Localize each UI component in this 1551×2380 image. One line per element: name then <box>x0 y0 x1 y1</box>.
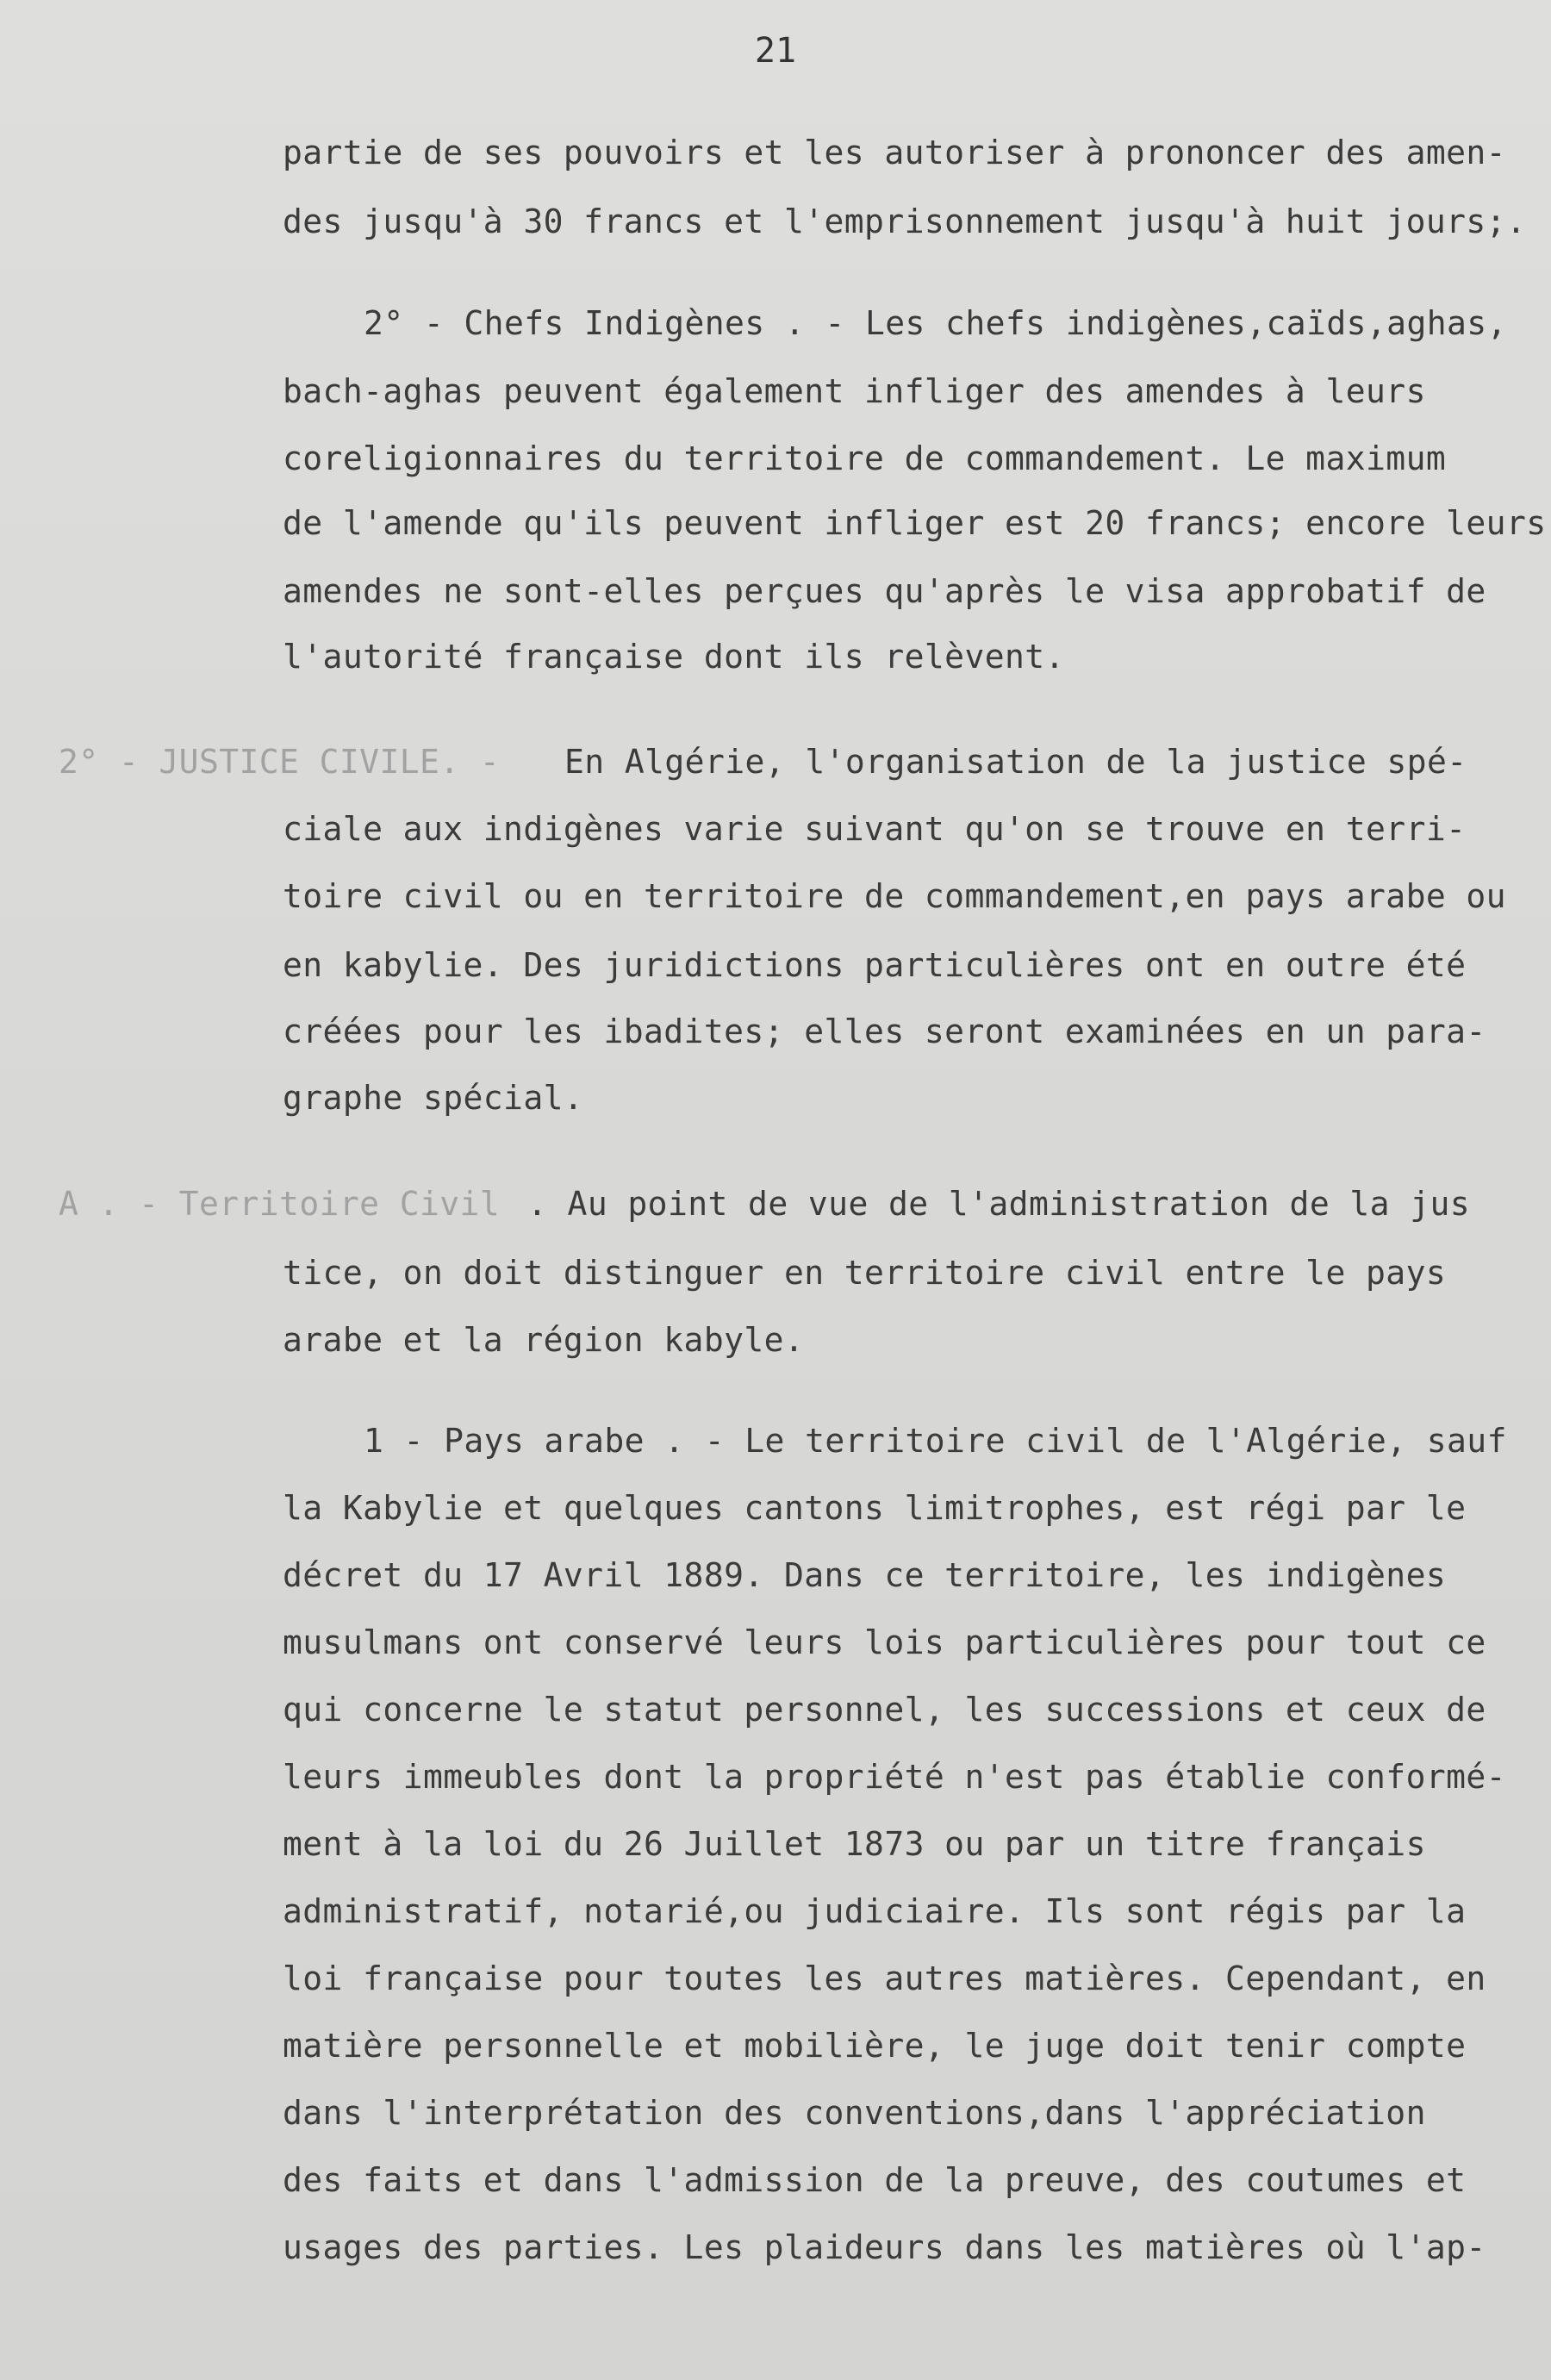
text-line: décret du 17 Avril 1889. Dans ce territoire, les indigènes <box>283 1556 1447 1594</box>
text-line: loi française pour toutes les autres matières. Cependant, en <box>283 1959 1486 1997</box>
text-line: ciale aux indigènes varie suivant qu'on se trouve en terri- <box>283 810 1467 848</box>
text-line: administratif, notarié,ou judiciaire. Ils sont régis par la <box>283 1892 1467 1930</box>
text-line: des jusqu'à 30 francs et l'emprisonnement jusqu'à huit jours;. <box>283 202 1527 240</box>
text-line: leurs immeubles dont la propriété n'est pas établie conformé- <box>283 1758 1506 1796</box>
text-line: la Kabylie et quelques cantons limitrophes, est régi par le <box>283 1489 1467 1527</box>
text-line: usages des parties. Les plaideurs dans les matières où l'ap- <box>283 2228 1486 2266</box>
text-line: musulmans ont conservé leurs lois particulières pour tout ce <box>283 1623 1486 1661</box>
text-line: ment à la loi du 26 Juillet 1873 ou par un titre français <box>283 1825 1426 1863</box>
text-line: 2° - Chefs Indigènes . - Les chefs indigènes,caïds,aghas, <box>364 304 1507 342</box>
text-line: coreligionnaires du territoire de commandement. Le maximum <box>283 439 1447 477</box>
text-line: arabe et la région kabyle. <box>283 1321 805 1359</box>
subsection-heading: A . - Territoire Civil <box>59 1185 501 1223</box>
page-number: 21 <box>754 31 797 71</box>
text-line: tice, on doit distinguer en territoire civil entre le pays <box>283 1254 1447 1292</box>
text-line: en kabylie. Des juridictions particulières ont en outre été <box>283 946 1467 984</box>
text-line: 1 - Pays arabe . - Le territoire civil de l'Algérie, sauf <box>364 1422 1507 1460</box>
text-line: de l'amende qu'ils peuvent infliger est 20 francs; encore leurs <box>283 504 1547 542</box>
section-heading: 2° - JUSTICE CIVILE. - <box>59 743 501 781</box>
text-line: En Algérie, l'organisation de la justice spé- <box>564 743 1467 781</box>
text-line: qui concerne le statut personnel, les successions et ceux de <box>283 1691 1486 1729</box>
text-line: partie de ses pouvoirs et les autoriser à prononcer des amen- <box>283 134 1506 171</box>
text-line: dans l'interprétation des conventions,dans l'appréciation <box>283 2094 1426 2132</box>
text-line: créées pour les ibadites; elles seront examinées en un para- <box>283 1012 1486 1050</box>
text-line: amendes ne sont-elles perçues qu'après le visa approbatif de <box>283 572 1486 610</box>
text-line: graphe spécial. <box>283 1079 584 1117</box>
text-line: bach-aghas peuvent également infliger des amendes à leurs <box>283 372 1426 410</box>
text-line: toire civil ou en territoire de commandement,en pays arabe ou <box>283 877 1506 915</box>
text-line: l'autorité française dont ils relèvent. <box>283 638 1065 676</box>
text-line: matière personnelle et mobilière, le juge doit tenir compte <box>283 2027 1467 2065</box>
text-line: . Au point de vue de l'administration de la jus <box>527 1185 1471 1223</box>
text-line: des faits et dans l'admission de la preuve, des coutumes et <box>283 2161 1467 2199</box>
